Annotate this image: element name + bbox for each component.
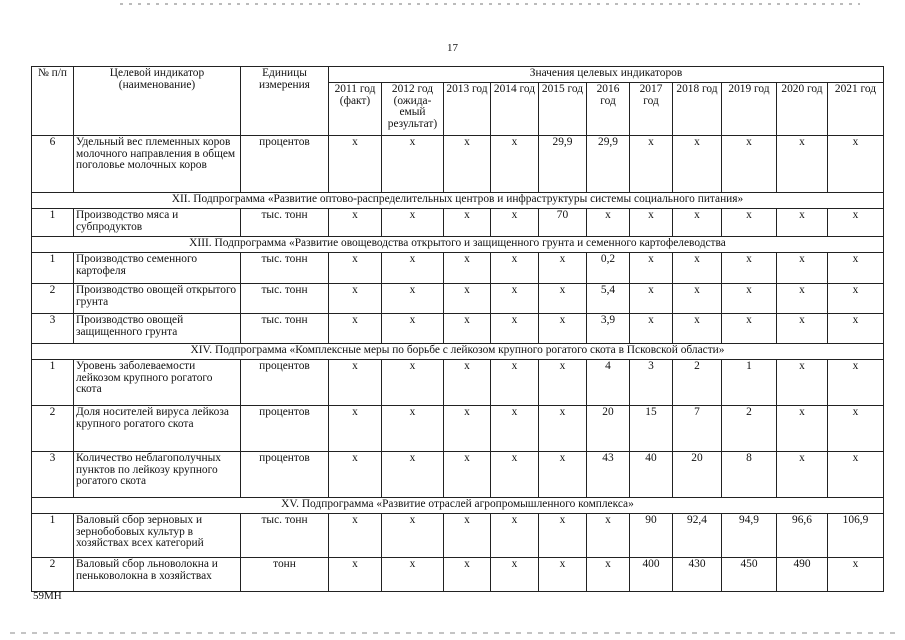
value-cell: х <box>329 209 382 237</box>
indicator-row <box>32 406 884 452</box>
indicator-row <box>32 284 884 314</box>
value-cell: 3 <box>630 360 673 406</box>
unit-cell: тыс. тонн <box>241 253 329 284</box>
header-year: 2014 год <box>491 83 539 136</box>
indicator-row <box>32 514 884 558</box>
indicator-name: Производство мяса и субпродуктов <box>74 209 241 237</box>
value-cell: х <box>329 514 382 558</box>
value-cell: х <box>587 558 630 592</box>
value-cell: х <box>329 452 382 498</box>
value-cell: х <box>777 452 828 498</box>
value-cell: 20 <box>673 452 722 498</box>
row-number: 3 <box>32 452 74 498</box>
value-cell: х <box>382 558 444 592</box>
value-cell: 1 <box>722 360 777 406</box>
value-cell: 5,4 <box>587 284 630 314</box>
value-cell: х <box>828 209 884 237</box>
value-cell: х <box>587 514 630 558</box>
value-cell: х <box>828 360 884 406</box>
section-row <box>32 498 884 514</box>
indicator-row <box>32 136 884 193</box>
value-cell: х <box>630 136 673 193</box>
value-cell: х <box>828 253 884 284</box>
value-cell: х <box>539 514 587 558</box>
section-row <box>32 237 884 253</box>
value-cell: 400 <box>630 558 673 592</box>
value-cell: х <box>491 360 539 406</box>
value-cell: 20 <box>587 406 630 452</box>
row-number: 2 <box>32 284 74 314</box>
indicator-row <box>32 253 884 284</box>
value-cell: х <box>329 314 382 344</box>
row-number: 3 <box>32 314 74 344</box>
scan-artifact-bottom <box>10 632 895 634</box>
value-cell: х <box>491 253 539 284</box>
value-cell: х <box>673 314 722 344</box>
value-cell: х <box>722 253 777 284</box>
value-cell: х <box>444 136 491 193</box>
value-cell: 96,6 <box>777 514 828 558</box>
value-cell: 106,9 <box>828 514 884 558</box>
header-year: 2017 год <box>630 83 673 136</box>
value-cell: х <box>722 136 777 193</box>
value-cell: 2 <box>673 360 722 406</box>
value-cell: х <box>382 253 444 284</box>
value-cell: х <box>673 253 722 284</box>
indicator-name: Удельный вес племенных коров молочного направления в общем поголовье молочных коров <box>74 136 241 193</box>
value-cell: х <box>444 452 491 498</box>
value-cell: 94,9 <box>722 514 777 558</box>
unit-cell: тыс. тонн <box>241 314 329 344</box>
header-year: 2012 год (ожида- емый результат) <box>382 83 444 136</box>
value-cell: 15 <box>630 406 673 452</box>
section-row <box>32 344 884 360</box>
value-cell: х <box>539 284 587 314</box>
value-cell: х <box>491 558 539 592</box>
unit-cell: процентов <box>241 360 329 406</box>
value-cell: х <box>491 314 539 344</box>
value-cell: х <box>382 514 444 558</box>
indicator-row <box>32 314 884 344</box>
value-cell: 7 <box>673 406 722 452</box>
value-cell: 2 <box>722 406 777 452</box>
header-values-title: Значения целевых индикаторов <box>329 67 884 83</box>
section-title: XV. Подпрограмма «Развитие отраслей агропромышленного комплекса» <box>32 498 884 514</box>
value-cell: х <box>777 314 828 344</box>
unit-cell: тыс. тонн <box>241 284 329 314</box>
value-cell: 29,9 <box>587 136 630 193</box>
value-cell: 3,9 <box>587 314 630 344</box>
value-cell: х <box>587 209 630 237</box>
row-number: 1 <box>32 360 74 406</box>
value-cell: х <box>828 452 884 498</box>
unit-cell: процентов <box>241 406 329 452</box>
header-unit: Единицы измерения <box>241 67 329 136</box>
value-cell: х <box>828 558 884 592</box>
indicator-row <box>32 360 884 406</box>
header-num: № п/п <box>32 67 74 136</box>
row-number: 1 <box>32 209 74 237</box>
value-cell: х <box>444 209 491 237</box>
value-cell: х <box>444 406 491 452</box>
indicator-name: Валовый сбор льноволокна и пеньковолокна в хозяйствах <box>74 558 241 592</box>
section-title: XIII. Подпрограмма «Развитие овощеводства открытого и защищенного грунта и семенного картофелеводства <box>32 237 884 253</box>
header-row-1 <box>32 67 884 83</box>
value-cell: х <box>491 514 539 558</box>
indicator-name: Уровень заболеваемости лейкозом крупного рогатого скота <box>74 360 241 406</box>
value-cell: х <box>329 558 382 592</box>
value-cell: х <box>444 558 491 592</box>
value-cell: х <box>777 406 828 452</box>
value-cell: 92,4 <box>673 514 722 558</box>
header-year: 2011 год (факт) <box>329 83 382 136</box>
value-cell: 450 <box>722 558 777 592</box>
footer-code: 59МН <box>33 590 62 602</box>
value-cell: х <box>491 136 539 193</box>
value-cell: х <box>382 314 444 344</box>
section-title: XII. Подпрограмма «Развитие оптово-распределительных центров и инфраструктуры системы социального питания» <box>32 193 884 209</box>
value-cell: х <box>539 314 587 344</box>
unit-cell: процентов <box>241 136 329 193</box>
value-cell: х <box>673 284 722 314</box>
value-cell: х <box>444 514 491 558</box>
value-cell: х <box>828 406 884 452</box>
value-cell: х <box>630 209 673 237</box>
value-cell: х <box>673 209 722 237</box>
value-cell: х <box>491 209 539 237</box>
header-year: 2016 год <box>587 83 630 136</box>
value-cell: х <box>777 209 828 237</box>
value-cell: х <box>444 253 491 284</box>
value-cell: х <box>329 284 382 314</box>
value-cell: х <box>444 360 491 406</box>
value-cell: х <box>382 360 444 406</box>
target-indicators-table <box>31 66 884 592</box>
value-cell: х <box>444 284 491 314</box>
value-cell: х <box>382 136 444 193</box>
value-cell: 0,2 <box>587 253 630 284</box>
unit-cell: тыс. тонн <box>241 514 329 558</box>
value-cell: х <box>630 284 673 314</box>
value-cell: х <box>828 284 884 314</box>
value-cell: 70 <box>539 209 587 237</box>
header-year: 2021 год <box>828 83 884 136</box>
value-cell: 430 <box>673 558 722 592</box>
value-cell: х <box>630 253 673 284</box>
value-cell: х <box>329 253 382 284</box>
header-year: 2015 год <box>539 83 587 136</box>
header-year: 2020 год <box>777 83 828 136</box>
value-cell: х <box>722 209 777 237</box>
value-cell: х <box>777 136 828 193</box>
section-row <box>32 193 884 209</box>
indicator-name: Производство семенного картофеля <box>74 253 241 284</box>
value-cell: х <box>491 406 539 452</box>
value-cell: 8 <box>722 452 777 498</box>
page-number: 17 <box>447 42 458 54</box>
indicator-name: Доля носителей вируса лейкоза крупного рогатого скота <box>74 406 241 452</box>
unit-cell: процентов <box>241 452 329 498</box>
value-cell: х <box>329 406 382 452</box>
value-cell: х <box>722 314 777 344</box>
header-year: 2019 год <box>722 83 777 136</box>
value-cell: х <box>329 136 382 193</box>
value-cell: х <box>382 209 444 237</box>
header-year: 2013 год <box>444 83 491 136</box>
indicator-name: Производство овощей открытого грунта <box>74 284 241 314</box>
row-number: 2 <box>32 406 74 452</box>
value-cell: 43 <box>587 452 630 498</box>
indicator-row <box>32 209 884 237</box>
header-indicator: Целевой индикатор (наименование) <box>74 67 241 136</box>
header-year: 2018 год <box>673 83 722 136</box>
value-cell: 29,9 <box>539 136 587 193</box>
value-cell: х <box>828 314 884 344</box>
value-cell: х <box>539 406 587 452</box>
indicator-name: Валовый сбор зерновых и зернобобовых культур в хозяйствах всех категорий <box>74 514 241 558</box>
value-cell: 4 <box>587 360 630 406</box>
indicator-name: Производство овощей защищенного грунта <box>74 314 241 344</box>
value-cell: 490 <box>777 558 828 592</box>
value-cell: х <box>382 452 444 498</box>
value-cell: х <box>722 284 777 314</box>
value-cell: х <box>673 136 722 193</box>
section-title: XIV. Подпрограмма «Комплексные меры по борьбе с лейкозом крупного рогатого скота в Псковской области» <box>32 344 884 360</box>
value-cell: 40 <box>630 452 673 498</box>
row-number: 2 <box>32 558 74 592</box>
unit-cell: тонн <box>241 558 329 592</box>
value-cell: х <box>329 360 382 406</box>
value-cell: х <box>491 452 539 498</box>
value-cell: х <box>539 558 587 592</box>
value-cell: х <box>539 452 587 498</box>
value-cell: 90 <box>630 514 673 558</box>
value-cell: х <box>539 360 587 406</box>
indicator-row <box>32 452 884 498</box>
value-cell: х <box>777 360 828 406</box>
value-cell: х <box>444 314 491 344</box>
scan-artifact-top <box>120 3 860 5</box>
unit-cell: тыс. тонн <box>241 209 329 237</box>
row-number: 6 <box>32 136 74 193</box>
value-cell: х <box>630 314 673 344</box>
value-cell: х <box>382 406 444 452</box>
value-cell: х <box>491 284 539 314</box>
table-body <box>32 67 884 592</box>
value-cell: х <box>539 253 587 284</box>
row-number: 1 <box>32 253 74 284</box>
value-cell: х <box>382 284 444 314</box>
indicator-row <box>32 558 884 592</box>
row-number: 1 <box>32 514 74 558</box>
indicator-name: Количество неблагополучных пунктов по лейкозу крупного рогатого скота <box>74 452 241 498</box>
value-cell: х <box>777 284 828 314</box>
value-cell: х <box>828 136 884 193</box>
value-cell: х <box>777 253 828 284</box>
